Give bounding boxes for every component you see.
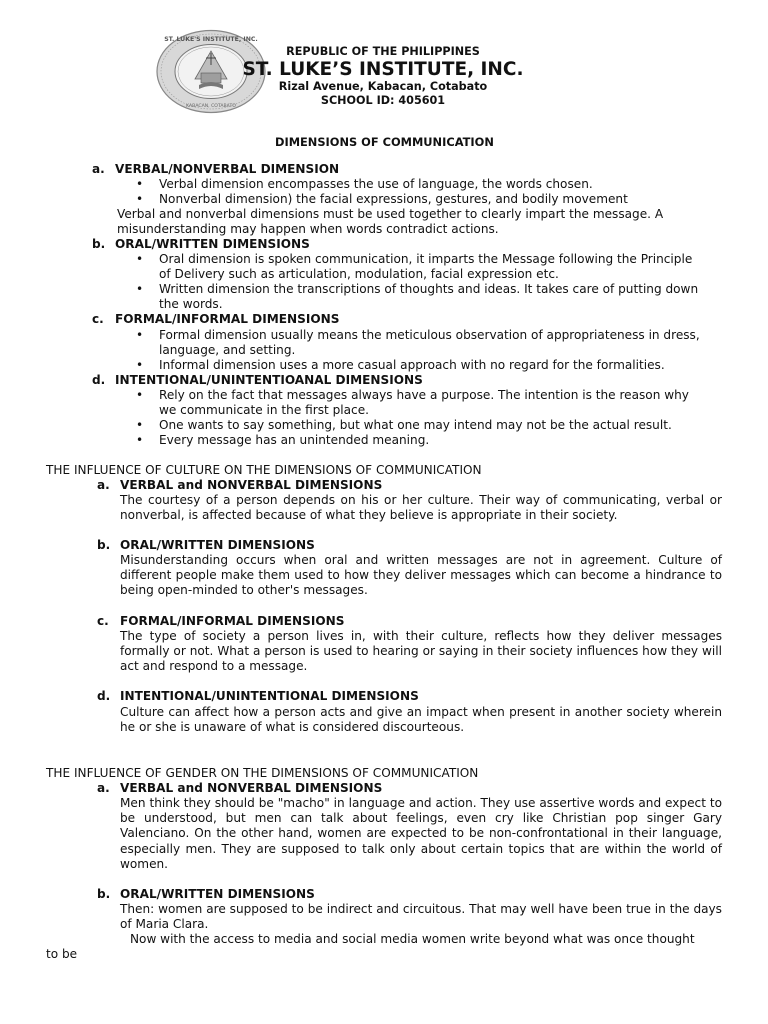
bullet-icon: •: [136, 252, 144, 266]
item-title: ORAL/WRITTEN DIMENSIONS: [120, 887, 315, 901]
bullet-text: Rely on the fact that messages always have a purpose. The intention is the reason why: [159, 388, 689, 402]
paragraph-line: Now with the access to media and social media women write beyond what was once thought: [130, 932, 695, 946]
bullet-text: Nonverbal dimension) the facial expressions, gestures, and bodily movement: [159, 192, 628, 206]
bullet-icon: •: [136, 388, 144, 402]
svg-text:KABACAN, COTABATO: KABACAN, COTABATO: [186, 104, 236, 109]
bullet-text: we communicate in the first place.: [159, 403, 369, 417]
paragraph: Men think they should be "macho" in language and action. They use assertive words and expect to be understood, but men can talk about feelings, even cry like Christian pop singer Gary Valenciano. On the other hand, women are expected to be non-confrontational in their language, especially men. They are supposed to talk only about certain topics that are within the world of women.: [120, 796, 722, 871]
bullet-text: Informal dimension uses a more casual approach with no regard for the formalities.: [159, 358, 665, 372]
header-republic: REPUBLIC OF THE PHILIPPINES: [286, 45, 480, 58]
paragraph-line: Verbal and nonverbal dimensions must be used together to clearly impart the message. A: [117, 207, 664, 221]
paragraph: The courtesy of a person depends on his or her culture. Their way of communicating, verbal or nonverbal, is affected because of what they believe is appropriate in their society.: [120, 493, 722, 523]
paragraph: Misunderstanding occurs when oral and written messages are not in agreement. Culture of different people make them used to how they deliver messages which can become a hindrance to being open-minded to other's messages.: [120, 553, 722, 598]
paragraph: Culture can affect how a person acts and give an impact when present in another society wherein he or she is unaware of what is considered discourteous.: [120, 705, 722, 735]
bullet-text: Oral dimension is spoken communication, it imparts the Message following the Principle: [159, 252, 693, 266]
bullet-icon: •: [136, 328, 144, 342]
header-school-id: SCHOOL ID: 405601: [320, 94, 446, 107]
bullet-text: One wants to say something, but what one may intend may not be the actual result.: [159, 418, 672, 432]
bullet-icon: •: [136, 418, 144, 432]
bullet-icon: •: [136, 358, 144, 372]
header-address: Rizal Avenue, Kabacan, Cotabato: [278, 80, 488, 93]
bullet-text: Every message has an unintended meaning.: [159, 433, 430, 447]
bullet-text: Written dimension the transcriptions of thoughts and ideas. It takes care of putting down: [159, 282, 699, 296]
item-label: b.: [97, 538, 111, 552]
bullet-icon: •: [136, 433, 144, 447]
item-title: FORMAL/INFORMAL DIMENSIONS: [120, 614, 345, 628]
paragraph: Then: women are supposed to be indirect and circuitous. That may well have been true in the days of Maria Clara.: [120, 902, 722, 932]
section-heading-culture: THE INFLUENCE OF CULTURE ON THE DIMENSIONS OF COMMUNICATION: [46, 463, 482, 477]
item-title: FORMAL/INFORMAL DIMENSIONS: [115, 312, 340, 326]
item-label: c.: [92, 312, 104, 326]
item-label: a.: [92, 162, 105, 176]
header-institute: ST. LUKE’S INSTITUTE, INC.: [242, 59, 524, 80]
item-title: VERBAL and NONVERBAL DIMENSIONS: [120, 781, 383, 795]
item-title: ORAL/WRITTEN DIMENSIONS: [115, 237, 310, 251]
bullet-icon: •: [136, 177, 144, 191]
item-title: INTENTIONAL/UNINTENTIONAL DIMENSIONS: [120, 689, 419, 703]
paragraph-line: to be: [46, 947, 78, 961]
bullet-icon: •: [136, 282, 144, 296]
paragraph-line: misunderstanding may happen when words contradict actions.: [117, 222, 499, 236]
item-label: a.: [97, 478, 110, 492]
item-label: b.: [92, 237, 106, 251]
item-label: d.: [92, 373, 106, 387]
svg-text:ST. LUKE'S INSTITUTE, INC.: ST. LUKE'S INSTITUTE, INC.: [164, 36, 258, 43]
item-title: INTENTIONAL/UNINTENTIOANAL DIMENSIONS: [115, 373, 423, 387]
paragraph: The type of society a person lives in, with their culture, reflects how they deliver messages formally or not. What a person is used to hearing or saying in their society influences how they will act and respond to a message.: [120, 629, 722, 674]
page-title: DIMENSIONS OF COMMUNICATION: [275, 135, 494, 149]
bullet-text: Verbal dimension encompasses the use of language, the words chosen.: [159, 177, 593, 191]
item-title: ORAL/WRITTEN DIMENSIONS: [120, 538, 315, 552]
item-label: b.: [97, 887, 111, 901]
item-label: c.: [97, 614, 109, 628]
bullet-text: Formal dimension usually means the meticulous observation of appropriateness in dress,: [159, 328, 700, 342]
item-title: VERBAL/NONVERBAL DIMENSION: [115, 162, 340, 176]
bullet-text: language, and setting.: [159, 343, 296, 357]
item-label: a.: [97, 781, 110, 795]
bullet-text: of Delivery such as articulation, modulation, facial expression etc.: [159, 267, 559, 281]
item-title: VERBAL and NONVERBAL DIMENSIONS: [120, 478, 383, 492]
bullet-icon: •: [136, 192, 144, 206]
item-label: d.: [97, 689, 111, 703]
section-heading-gender: THE INFLUENCE OF GENDER ON THE DIMENSIONS OF COMMUNICATION: [46, 766, 479, 780]
bullet-text: the words.: [159, 297, 223, 311]
